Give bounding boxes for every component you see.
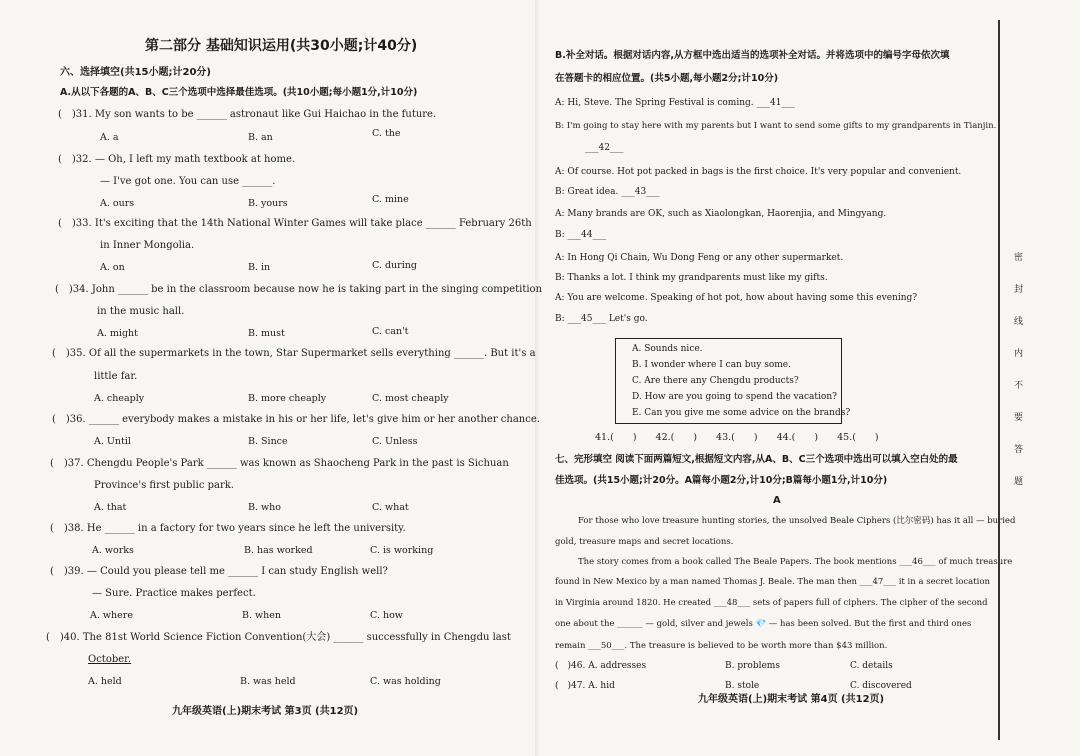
passage-line-4: found in New Mexico by a man named Thomas J. Beale. The man then ___47___ it in a secret location bbox=[555, 577, 990, 587]
question-37-line2: Province's first public park. bbox=[94, 480, 234, 491]
q37-option-a: A. that bbox=[94, 502, 127, 513]
q33-option-a: A. on bbox=[100, 262, 125, 273]
dialogue-blank-42: ___42___ bbox=[585, 143, 624, 153]
q36-option-b: B. Since bbox=[248, 436, 288, 447]
q46-option-c: C. details bbox=[850, 661, 893, 671]
question-32: ( )32. — Oh, I left my math textbook at home. bbox=[58, 154, 296, 165]
option-d: D. How are you going to spend the vacation? bbox=[632, 392, 837, 402]
q39-option-a: A. where bbox=[90, 610, 133, 621]
q37-option-c: C. what bbox=[372, 502, 409, 513]
dialogue-line-3: A: Of course. Hot pot packed in bags is the first choice. It's very popular and convenient. bbox=[555, 167, 962, 177]
passage-line-2: gold, treasure maps and secret locations. bbox=[555, 537, 734, 547]
passage-line-6: one about the ______ — gold, silver and jewels 💎 — has been solved. But the first and third ones bbox=[555, 619, 972, 629]
q32-option-b: B. yours bbox=[248, 198, 288, 209]
question-31: ( )31. My son wants to be ______ astronaut like Gui Haichao in the future. bbox=[58, 109, 437, 120]
answer-blanks: 41.( ) 42.( ) 43.( ) 44.( ) 45.( ) bbox=[595, 432, 879, 443]
q31-option-c: C. the bbox=[372, 128, 401, 139]
q36-option-a: A. Until bbox=[94, 436, 131, 447]
page-fold bbox=[535, 0, 540, 756]
q34-option-b: B. must bbox=[248, 328, 285, 339]
q38-option-a: A. works bbox=[92, 545, 134, 556]
q33-option-b: B. in bbox=[248, 262, 271, 273]
dialogue-line-8: B: Thanks a lot. I think my grandparents must like my gifts. bbox=[555, 273, 828, 283]
question-32-line2: — I've got one. You can use ______. bbox=[100, 176, 276, 187]
option-c: C. Are there any Chengdu products? bbox=[632, 376, 799, 386]
dialogue-line-5: A: Many brands are OK, such as Xiaolongkan, Haorenjia, and Mingyang. bbox=[555, 209, 887, 219]
seal-char-6: 要 bbox=[1014, 413, 1024, 423]
question-40-line2: October. bbox=[88, 654, 132, 665]
q32-option-c: C. mine bbox=[372, 194, 409, 205]
options-box bbox=[615, 338, 851, 424]
question-35-line2: little far. bbox=[94, 371, 138, 382]
seal-char-7: 答 bbox=[1014, 445, 1024, 455]
q33-option-c: C. during bbox=[372, 260, 417, 271]
q40-option-c: C. was holding bbox=[370, 676, 441, 687]
part-two-title: 第二部分 基础知识运用(共30小题;计40分) bbox=[145, 38, 418, 54]
right-page-footer: 九年级英语(上)期末考试 第4页 (共12页) bbox=[698, 694, 885, 705]
seal-char-2: 封 bbox=[1014, 285, 1024, 295]
passage-line-7: remain ___50___. The treasure is believed to be worth more than $43 million. bbox=[555, 641, 888, 651]
option-b: B. I wonder where I can buy some. bbox=[632, 360, 791, 370]
section-seven-title: 七、完形填空 阅读下面两篇短文,根据短文内容,从A、B、C三个选项中选出可以填入空白处的最 bbox=[555, 454, 958, 465]
question-33: ( )33. It's exciting that the 14th National Winter Games will take place ______ February 26th bbox=[58, 218, 532, 229]
q36-option-c: C. Unless bbox=[372, 436, 418, 447]
passage-a-label: A bbox=[773, 495, 781, 506]
question-37: ( )37. Chengdu People's Park ______ was known as Shaocheng Park in the past is Sichuan bbox=[50, 458, 509, 469]
question-38: ( )38. He ______ in a factory for two years since he left the university. bbox=[50, 523, 406, 534]
q47-option-c: C. discovered bbox=[850, 681, 912, 691]
passage-line-1: For those who love treasure hunting stories, the unsolved Beale Ciphers (比尔密码) has it all — buried bbox=[578, 516, 1016, 526]
q47-option-b: B. stole bbox=[725, 681, 760, 691]
question-39: ( )39. — Could you please tell me ______ I can study English well? bbox=[50, 566, 388, 577]
passage-line-5: in Virginia around 1820. He created ___48___ sets of papers full of ciphers. The cipher of the second bbox=[555, 598, 988, 608]
q40-option-b: B. was held bbox=[240, 676, 296, 687]
question-40: ( )40. The 81st World Science Fiction Convention(大会) ______ successfully in Chengdu last bbox=[46, 632, 511, 643]
q37-option-b: B. who bbox=[248, 502, 281, 513]
part-a-instruction: A.从以下各题的A、B、C三个选项中选择最佳选项。(共10小题;每小题1分,计10分) bbox=[60, 87, 418, 98]
section-seven-instruction: 佳选项。(共15小题;计20分。A篇每小题2分,计10分;B篇每小题1分,计10分) bbox=[555, 475, 888, 486]
dialogue-line-4: B: Great idea. ___43___ bbox=[555, 187, 660, 197]
question-36: ( )36. ______ everybody makes a mistake in his or her life, let's give him or her another chance. bbox=[52, 414, 540, 425]
q32-option-a: A. ours bbox=[100, 198, 135, 209]
seal-char-5: 不 bbox=[1014, 381, 1024, 391]
dialogue-line-10: B: ___45___ Let's go. bbox=[555, 314, 648, 324]
section-six-title: 六、选择填空(共15小题;计20分) bbox=[60, 67, 211, 78]
option-a: A. Sounds nice. bbox=[632, 344, 703, 354]
option-e: E. Can you give me some advice on the brands? bbox=[632, 408, 851, 418]
q34-option-a: A. might bbox=[97, 328, 138, 339]
question-34: ( )34. John ______ be in the classroom because now he is taking part in the singing competition bbox=[55, 284, 543, 295]
binding-margin-strip bbox=[998, 20, 1040, 740]
q31-option-b: B. an bbox=[248, 132, 273, 143]
part-b-instruction-2: 在答题卡的相应位置。(共5小题,每小题2分;计10分) bbox=[555, 73, 779, 84]
seal-char-3: 线 bbox=[1014, 317, 1024, 327]
seal-char-1: 密 bbox=[1014, 253, 1024, 263]
question-39-line2: — Sure. Practice makes perfect. bbox=[92, 588, 256, 599]
question-34-line2: in the music hall. bbox=[97, 306, 185, 317]
dialogue-line-2: B: I'm going to stay here with my parents but I want to send some gifts to my grandparents in Tianjin. bbox=[555, 121, 997, 131]
q38-option-b: B. has worked bbox=[244, 545, 313, 556]
passage-line-3: The story comes from a book called The Beale Papers. The book mentions ___46___ of much treasure bbox=[578, 557, 1013, 567]
question-47: ( )47. A. hid bbox=[555, 681, 615, 691]
q35-option-b: B. more cheaply bbox=[248, 393, 327, 404]
part-b-instruction-1: B.补全对话。根据对话内容,从方框中选出适当的选项补全对话。并将选项中的编号字母依次填 bbox=[555, 50, 950, 61]
seal-char-4: 内 bbox=[1014, 349, 1024, 359]
q35-option-a: A. cheaply bbox=[94, 393, 145, 404]
question-46: ( )46. A. addresses bbox=[555, 661, 647, 671]
dialogue-line-1: A: Hi, Steve. The Spring Festival is coming. ___41___ bbox=[555, 98, 795, 108]
question-33-line2: in Inner Mongolia. bbox=[100, 240, 195, 251]
dialogue-line-6: B: ___44___ bbox=[555, 230, 606, 240]
q38-option-c: C. is working bbox=[370, 545, 434, 556]
q35-option-c: C. most cheaply bbox=[372, 393, 449, 404]
q46-option-b: B. problems bbox=[725, 661, 780, 671]
q39-option-b: B. when bbox=[242, 610, 282, 621]
q39-option-c: C. how bbox=[370, 610, 403, 621]
dialogue-line-7: A: In Hong Qi Chain, Wu Dong Feng or any other supermarket. bbox=[555, 253, 844, 263]
dialogue-line-9: A: You are welcome. Speaking of hot pot, how about having some this evening? bbox=[555, 293, 918, 303]
seal-char-8: 题 bbox=[1014, 477, 1024, 487]
q34-option-c: C. can't bbox=[372, 326, 409, 337]
question-35: ( )35. Of all the supermarkets in the town, Star Supermarket sells everything ______. But it's a bbox=[52, 348, 536, 359]
q31-option-a: A. a bbox=[100, 132, 119, 143]
q40-option-a: A. held bbox=[88, 676, 122, 687]
left-page-footer: 九年级英语(上)期末考试 第3页 (共12页) bbox=[172, 706, 359, 717]
